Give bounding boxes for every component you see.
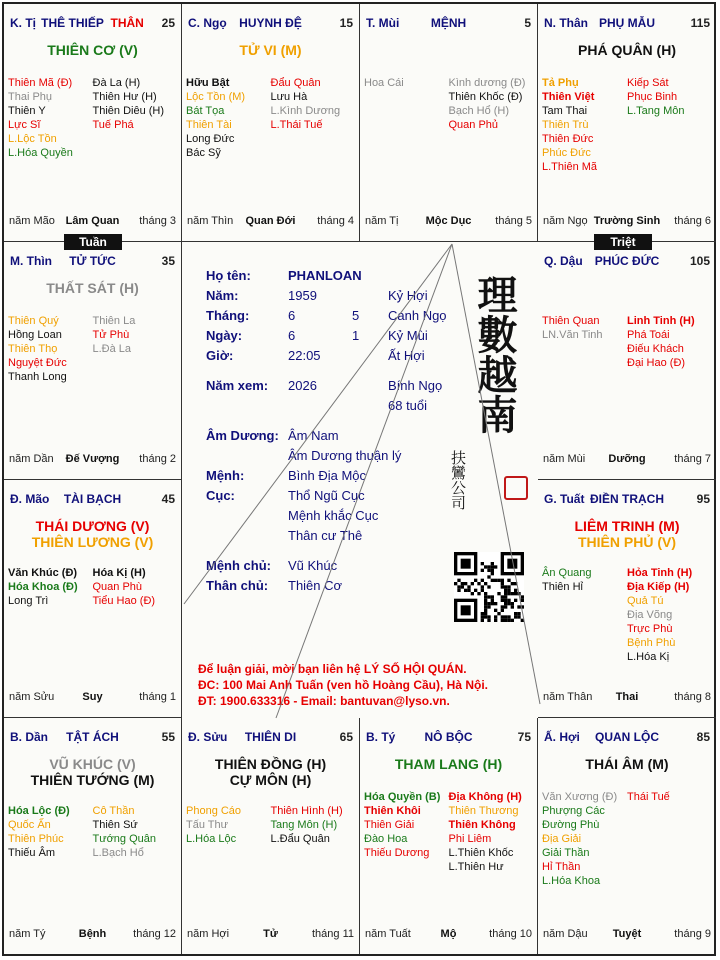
- palace-stage: Lâm Quan: [65, 215, 120, 227]
- than-position: Thân cư Thê: [288, 528, 363, 543]
- amduong-label: Âm Dương:: [206, 428, 279, 443]
- minor-star[interactable]: Hóa Lộc (Đ): [8, 805, 70, 817]
- day-canchi: Kỷ Mùi: [388, 328, 428, 343]
- palace-month: tháng 12: [133, 928, 176, 940]
- minor-star[interactable]: Quan Phù: [92, 581, 143, 593]
- minor-star[interactable]: Long Đức: [186, 133, 235, 145]
- palace-age: 85: [696, 730, 710, 744]
- minor-star[interactable]: Địa Giải: [542, 833, 582, 845]
- minor-star[interactable]: Hỏa Tinh (H): [627, 567, 693, 579]
- menh-value: Bình Địa Mộc: [288, 468, 367, 483]
- palace-chamber: QUAN LỘC: [595, 730, 659, 744]
- palace-year: năm Dần: [9, 453, 54, 465]
- minor-star[interactable]: Thiên Hỉ: [542, 581, 583, 593]
- view-year-canchi: Bính Ngọ: [388, 378, 443, 393]
- minor-star[interactable]: Lưu Hà: [270, 91, 308, 103]
- palace-stage: Quan Đới: [245, 215, 296, 227]
- minor-star[interactable]: Phong Cáo: [186, 805, 242, 817]
- minor-star[interactable]: Kình dương (Đ): [448, 77, 526, 89]
- main-star[interactable]: THIÊN CƠ (V): [47, 42, 138, 58]
- palace-stage: Dưỡng: [608, 453, 646, 465]
- minor-star[interactable]: Hỉ Thần: [542, 861, 581, 873]
- minor-star[interactable]: Quả Tú: [627, 595, 664, 607]
- menh-label: Mệnh:: [206, 468, 245, 483]
- cuc-value: Thổ Ngũ Cục: [288, 488, 365, 503]
- palace-chamber: MỆNH: [430, 16, 467, 30]
- minor-star[interactable]: LN.Văn Tinh: [542, 329, 603, 341]
- palace-stage: Thai: [615, 691, 639, 703]
- minor-star[interactable]: Thiên Quý: [8, 315, 59, 327]
- year-label: Năm:: [206, 288, 239, 303]
- minor-star[interactable]: Thiên Phúc: [8, 833, 64, 845]
- minor-star[interactable]: L.Kình Dương: [270, 105, 341, 117]
- palace-age: 25: [161, 16, 175, 30]
- main-star[interactable]: THIÊN TƯỚNG (M): [30, 772, 155, 788]
- minor-star[interactable]: Thiên Quan: [542, 315, 600, 327]
- minor-star[interactable]: Hữu Bật: [186, 77, 230, 89]
- minor-star[interactable]: Hồng Loan: [8, 329, 62, 341]
- minor-star[interactable]: Thiên La: [92, 315, 136, 327]
- minor-star[interactable]: L.Hóa Lộc: [186, 833, 237, 845]
- palace-month: tháng 2: [139, 453, 176, 465]
- palace-month: tháng 5: [495, 215, 532, 227]
- amduong-value: Âm Nam: [288, 428, 339, 443]
- minor-star[interactable]: Tử Phù: [92, 329, 130, 341]
- month-label: Tháng:: [206, 308, 250, 323]
- minor-star[interactable]: Thiên Tài: [186, 119, 232, 131]
- palace-branch: Đ. Sửu: [188, 730, 228, 744]
- contact-line-2: ĐC: 100 Mai Anh Tuấn (ven hồ Hoàng Cầu), Hà Nội.: [198, 678, 489, 692]
- horoscope-chart: [2, 2, 716, 956]
- minor-star[interactable]: Thai Phụ: [8, 91, 53, 103]
- minor-star[interactable]: L.Hóa Khoa: [542, 875, 601, 887]
- minor-star[interactable]: Thiên Không: [448, 819, 516, 831]
- palace-age: 65: [339, 730, 353, 744]
- contact-line-1: Để luận giải, mời bạn liên hệ LÝ SỐ HỘI QUÁN.: [198, 662, 467, 676]
- menhchu-value: Vũ Khúc: [288, 558, 338, 573]
- minor-star[interactable]: Thiên Thương: [448, 805, 519, 817]
- palace-age: 55: [161, 730, 175, 744]
- minor-star[interactable]: Phi Liêm: [448, 833, 492, 845]
- main-star[interactable]: THÁI DƯƠNG (V): [35, 518, 150, 534]
- main-star[interactable]: THẤT SÁT (H): [46, 280, 139, 296]
- palace-year: năm Tị: [365, 215, 399, 227]
- palace-age: 35: [161, 254, 175, 268]
- minor-star[interactable]: L.Thiên Khốc: [448, 847, 514, 859]
- palace-chamber: ĐIỀN TRẠCH: [590, 492, 664, 506]
- minor-star[interactable]: Hóa Quyền (B): [364, 791, 441, 803]
- main-star[interactable]: THÁI ÂM (M): [585, 756, 669, 772]
- minor-star[interactable]: Phúc Đức: [542, 147, 591, 159]
- palace-month: tháng 9: [674, 928, 711, 940]
- minor-star[interactable]: Đào Hoa: [364, 833, 408, 845]
- minor-star[interactable]: Tiểu Hao (Đ): [92, 595, 156, 607]
- amduong-relation: Âm Dương thuận lý: [288, 448, 402, 463]
- palace-year: năm Tý: [9, 928, 46, 940]
- minor-star[interactable]: Tả Phụ: [542, 77, 579, 89]
- palace-year: năm Dậu: [543, 928, 588, 940]
- cuc-relation: Mệnh khắc Cục: [288, 508, 379, 523]
- minor-star[interactable]: L.Hóa Kị: [627, 651, 670, 663]
- palace-stage: Tuyệt: [612, 928, 642, 940]
- minor-star[interactable]: L.Lộc Tồn: [8, 133, 57, 145]
- palace-month: tháng 4: [317, 215, 354, 227]
- minor-star[interactable]: Giải Thần: [542, 847, 590, 859]
- palace-year: năm Thân: [543, 691, 593, 703]
- minor-star[interactable]: Nguyệt Đức: [8, 357, 67, 369]
- palace-age: 105: [689, 254, 710, 268]
- palace-chamber: TẬT ÁCH: [66, 730, 119, 744]
- main-star[interactable]: THIÊN PHỦ (V): [578, 534, 676, 550]
- month-canchi: Canh Ngọ: [388, 308, 447, 323]
- palace-year: năm Thìn: [187, 215, 234, 227]
- palace-stage: Bệnh: [78, 928, 107, 940]
- minor-star[interactable]: Thiên Trù: [542, 119, 589, 131]
- menhchu-label: Mệnh chủ:: [206, 558, 271, 573]
- palace-branch: T. Mùi: [366, 16, 400, 30]
- thanchu-value: Thiên Cơ: [288, 578, 343, 593]
- view-year-value: 2026: [288, 378, 317, 393]
- palace-age: 95: [696, 492, 710, 506]
- minor-star[interactable]: Trực Phù: [627, 623, 673, 635]
- minor-star[interactable]: L.Đẩu Quân: [270, 833, 330, 845]
- minor-star[interactable]: Thiên Diêu (H): [92, 105, 165, 117]
- minor-star[interactable]: Văn Khúc (Đ): [8, 567, 78, 579]
- year-canchi: Kỷ Hợi: [388, 288, 428, 303]
- palace-stage: Trường Sinh: [593, 215, 661, 227]
- minor-star[interactable]: Quốc Ấn: [8, 819, 51, 831]
- minor-star[interactable]: Phượng Các: [542, 805, 605, 817]
- minor-star[interactable]: Thiên Thọ: [8, 343, 58, 355]
- minor-star[interactable]: Đẩu Quân: [270, 77, 321, 89]
- minor-star[interactable]: Thiếu Dương: [364, 847, 430, 859]
- minor-star[interactable]: Bạch Hổ (H): [448, 105, 510, 117]
- palace-month: tháng 7: [674, 453, 711, 465]
- than-badge: THÂN: [110, 16, 144, 30]
- seal-company: 扶鸞公司: [449, 450, 467, 510]
- minor-star[interactable]: L.Hóa Quyền: [8, 147, 73, 159]
- minor-star[interactable]: Thiên Y: [8, 105, 46, 117]
- palace-year: năm Sửu: [9, 691, 55, 703]
- contact-line-3[interactable]: ĐT: 1900.633316 - Email: bantuvan@lyso.vn.: [198, 694, 450, 708]
- palace-chamber: THÊ THIẾP THÂN: [41, 16, 144, 30]
- palace-month: tháng 10: [489, 928, 532, 940]
- minor-star[interactable]: Thiên Mã (Đ): [8, 77, 73, 89]
- minor-star[interactable]: Phục Binh: [627, 91, 678, 103]
- day-label: Ngày:: [206, 328, 243, 343]
- name-value: PHANLOAN: [288, 268, 362, 283]
- palace-branch: G. Tuất: [544, 492, 585, 506]
- calligraphy-seal: 理數越南: [471, 274, 518, 434]
- minor-star[interactable]: Đường Phù: [542, 819, 600, 831]
- main-star[interactable]: THIÊN ĐỒNG (H): [214, 756, 327, 772]
- palace-month: tháng 1: [139, 691, 176, 703]
- minor-star[interactable]: Lực Sĩ: [8, 119, 41, 131]
- minor-star[interactable]: Hoa Cái: [364, 77, 404, 89]
- palace-year: năm Ngọ: [543, 215, 588, 227]
- minor-star[interactable]: Thiên Việt: [542, 91, 595, 103]
- hour-label: Giờ:: [206, 348, 234, 363]
- palace-age: 15: [339, 16, 353, 30]
- palace-chamber: HUYNH ĐỆ: [239, 16, 302, 30]
- minor-star[interactable]: Bệnh Phù: [627, 637, 676, 649]
- minor-star[interactable]: Thiên Đức: [542, 133, 594, 145]
- minor-star[interactable]: Địa Không (H): [448, 791, 522, 803]
- minor-star[interactable]: Thiên Khôi: [364, 805, 421, 817]
- age-value: 68 tuổi: [388, 398, 428, 413]
- palace-month: tháng 6: [674, 215, 711, 227]
- palace-branch: B. Dần: [10, 730, 49, 744]
- minor-star[interactable]: L.Tang Môn: [627, 105, 685, 117]
- hour-canchi: Ất Hợi: [388, 348, 425, 363]
- palace-stage: Mộc Dục: [425, 215, 472, 227]
- minor-star[interactable]: Quan Phủ: [448, 119, 499, 131]
- palace-branch: Đ. Mão: [10, 492, 50, 506]
- palace-age: 115: [690, 16, 710, 30]
- palace-month: tháng 8: [674, 691, 711, 703]
- minor-star[interactable]: L.Đà La: [92, 343, 132, 355]
- minor-star[interactable]: Thiên Hình (H): [270, 805, 343, 817]
- minor-star[interactable]: Thanh Long: [8, 371, 67, 383]
- palace-month: tháng 3: [139, 215, 176, 227]
- minor-star[interactable]: Cô Thần: [92, 805, 135, 817]
- main-star[interactable]: CỰ MÔN (H): [229, 772, 312, 788]
- minor-star[interactable]: Tuế Phá: [92, 119, 134, 131]
- palace-branch: N. Thân: [544, 16, 588, 30]
- minor-star[interactable]: Bát Tọa: [186, 105, 225, 117]
- palace-stage: Mộ: [440, 928, 457, 940]
- minor-star[interactable]: Thiên Hư (H): [92, 91, 157, 103]
- palace-chamber: TỬ TỨC: [69, 254, 116, 268]
- month-lunar: 5: [352, 308, 360, 323]
- palace-branch: B. Tý: [366, 730, 396, 744]
- palace-chamber: PHÚC ĐỨC: [594, 254, 660, 268]
- minor-star[interactable]: L.Thái Tuế: [270, 119, 323, 131]
- minor-star[interactable]: Thiên Khốc (Đ): [448, 91, 523, 103]
- minor-star[interactable]: Đà La (H): [92, 77, 141, 89]
- minor-star[interactable]: Tấu Thư: [186, 819, 229, 831]
- main-star[interactable]: VŨ KHÚC (V): [49, 756, 136, 772]
- main-star[interactable]: THIÊN LƯƠNG (V): [31, 534, 154, 550]
- palace-stage: Tử: [263, 928, 278, 940]
- minor-star[interactable]: Thái Tuế: [627, 791, 670, 803]
- main-star[interactable]: THAM LANG (H): [394, 756, 503, 772]
- minor-star[interactable]: Hóa Khoa (Đ): [8, 581, 78, 593]
- palace-age: 45: [161, 492, 175, 506]
- palace-year: năm Mùi: [543, 453, 586, 465]
- minor-star[interactable]: Tang Môn (H): [270, 819, 338, 831]
- palace-age: 75: [517, 730, 531, 744]
- view-year-label: Năm xem:: [206, 378, 269, 393]
- palace-branch: C. Ngọ: [188, 16, 227, 30]
- year-value: 1959: [288, 288, 317, 303]
- palace-chamber: THIÊN DI: [244, 730, 297, 744]
- minor-star[interactable]: L.Thiên Hư: [448, 861, 504, 873]
- minor-star[interactable]: Lộc Tồn (M): [186, 91, 246, 103]
- main-star[interactable]: LIÊM TRINH (M): [574, 518, 680, 534]
- palace-year: năm Hợi: [187, 928, 230, 940]
- main-star[interactable]: TỬ VI (M): [239, 42, 302, 58]
- minor-star[interactable]: Hóa Kị (H): [92, 567, 146, 579]
- tuan-mark: Tuần: [64, 234, 122, 250]
- minor-star[interactable]: Ân Quang: [542, 567, 592, 579]
- minor-star[interactable]: Kiếp Sát: [627, 77, 669, 89]
- main-star[interactable]: PHÁ QUÂN (H): [578, 42, 676, 58]
- minor-star[interactable]: Linh Tinh (H): [627, 315, 695, 327]
- palace-month: tháng 11: [311, 928, 354, 940]
- minor-star[interactable]: Phá Toái: [627, 329, 670, 341]
- palace-year: năm Tuất: [365, 928, 411, 940]
- minor-star[interactable]: Thiếu Âm: [8, 847, 56, 859]
- triet-mark: Triệt: [594, 234, 652, 250]
- palace-year: năm Mão: [9, 215, 55, 227]
- minor-star[interactable]: L.Bạch Hổ: [92, 847, 144, 859]
- palace-chamber: PHỤ MẪU: [599, 16, 655, 30]
- minor-star[interactable]: Địa Kiếp (H): [627, 581, 690, 593]
- minor-star[interactable]: Văn Xương (Đ): [542, 791, 618, 803]
- palace-branch: K. Tị: [10, 16, 36, 30]
- day-lunar: 1: [352, 328, 360, 343]
- minor-star[interactable]: Đại Hao (Đ): [627, 357, 686, 369]
- palace-branch: M. Thìn: [10, 254, 52, 268]
- cuc-label: Cục:: [206, 488, 235, 503]
- name-label: Họ tên:: [206, 268, 251, 283]
- thanchu-label: Thân chủ:: [206, 578, 269, 593]
- palace-age: 5: [524, 16, 531, 30]
- day-value: 6: [288, 328, 296, 343]
- palace-chamber: NÔ BỘC: [424, 730, 473, 744]
- minor-star[interactable]: Long Trì: [8, 595, 49, 607]
- month-value: 6: [288, 308, 296, 323]
- palace-chamber: TÀI BẠCH: [63, 492, 122, 506]
- minor-star[interactable]: L.Thiên Mã: [542, 161, 598, 173]
- minor-star[interactable]: Điếu Khách: [627, 343, 684, 355]
- minor-star[interactable]: Thiên Giải: [364, 819, 415, 831]
- minor-star[interactable]: Địa Võng: [627, 609, 673, 621]
- minor-star[interactable]: Bác Sỹ: [186, 147, 221, 159]
- hour-value: 22:05: [288, 348, 321, 363]
- palace-branch: Q. Dậu: [544, 254, 583, 268]
- palace-stage: Đế Vượng: [65, 453, 120, 465]
- palace-branch: Ấ. Hợi: [544, 730, 580, 744]
- minor-star[interactable]: Thiên Sứ: [92, 819, 138, 831]
- aspect-lines: [4, 4, 720, 960]
- minor-star[interactable]: Tướng Quân: [92, 833, 156, 845]
- palace-stage: Suy: [82, 691, 103, 703]
- minor-star[interactable]: Tam Thai: [542, 105, 588, 117]
